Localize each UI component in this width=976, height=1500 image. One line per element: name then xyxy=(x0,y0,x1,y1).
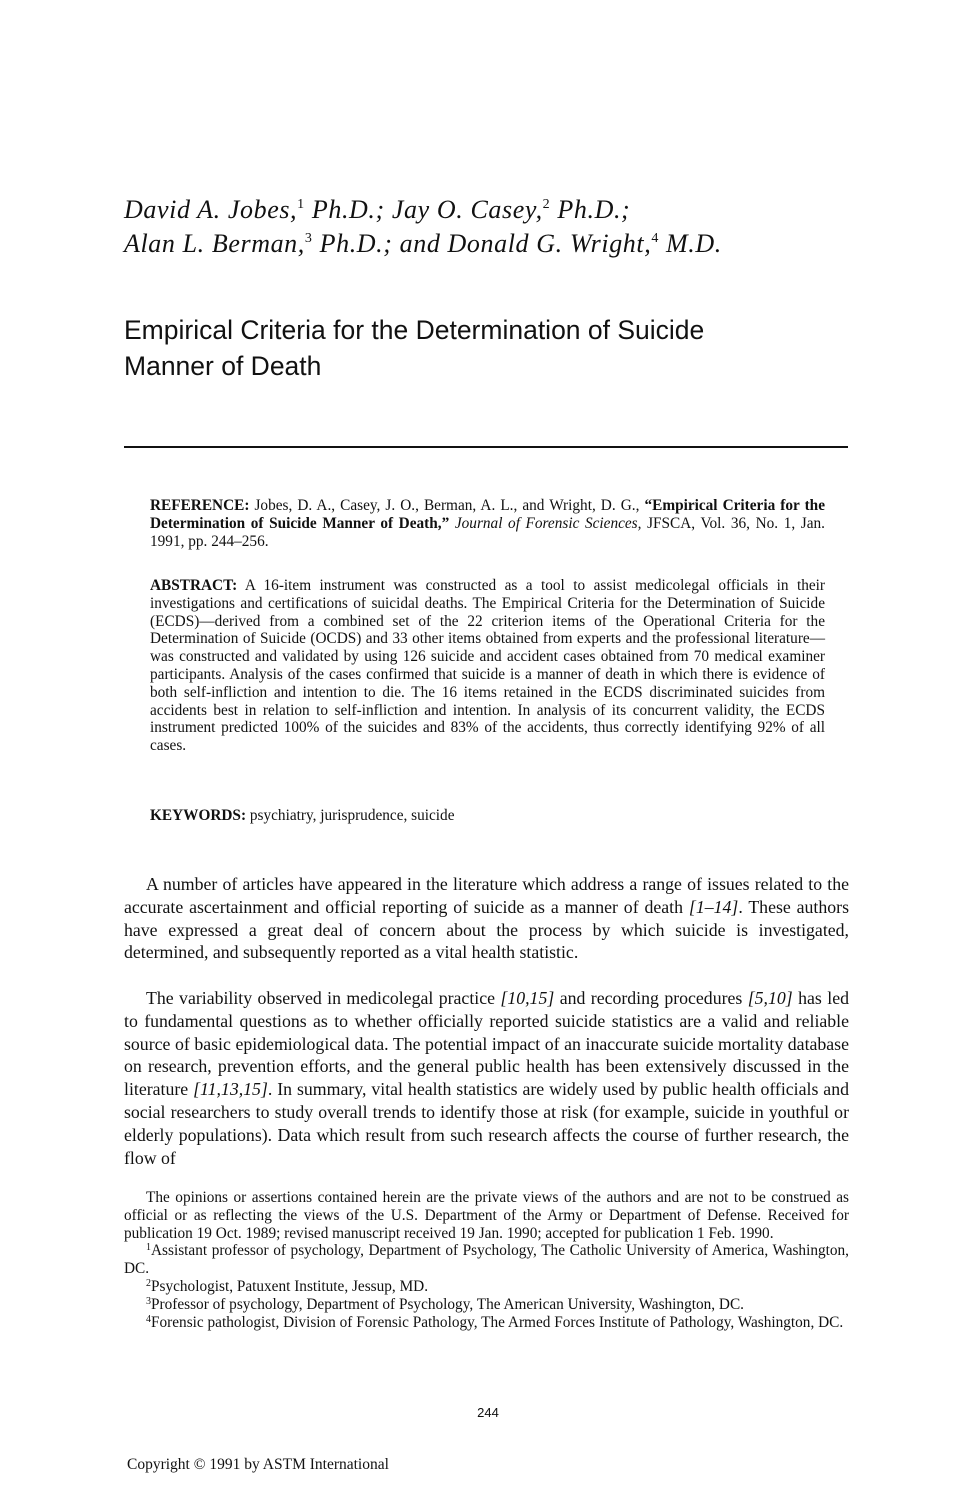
citation-ref: [11,13,15] xyxy=(193,1079,268,1100)
body-paragraph-1 xyxy=(124,873,849,964)
paper-title xyxy=(124,312,864,384)
body-paragraph-2 xyxy=(124,987,849,1169)
footnote-text: Assistant professor of psychology, Department of Psychology, The Catholic University of America, Washington, DC. xyxy=(124,1242,849,1278)
affiliation-mark: 3 xyxy=(304,231,313,246)
affiliation-mark: 2 xyxy=(542,197,551,212)
footnote-mark: 2 xyxy=(146,1277,151,1289)
author-degree: Ph.D.; xyxy=(311,195,385,224)
abstract-label: ABSTRACT: xyxy=(150,577,238,594)
author-degree: M.D. xyxy=(666,229,722,258)
paragraph-text: The variability observed in medicolegal practice xyxy=(146,988,495,1008)
footnote-text: Professor of psychology, Department of Psychology, The American University, Washington, DC. xyxy=(151,1295,744,1313)
footnote-mark: 1 xyxy=(146,1242,151,1254)
title-divider xyxy=(124,446,848,448)
reference-article-title: “Empirical Criteria for the Determination of Suicide Manner of Death,” xyxy=(150,497,825,532)
author-name: Jay O. Casey, xyxy=(391,195,543,224)
reference-authors: Jobes, D. A., Casey, J. O., Berman, A. L., and Wright, D. G., xyxy=(254,497,640,514)
author-name: David A. Jobes, xyxy=(124,195,298,224)
footnote-item xyxy=(124,1314,849,1332)
paragraph-text: A number of articles have appeared in the literature which address a range of issues related to the accurate ascertainment and official reporting of suicide as a manner of death xyxy=(124,874,849,917)
footnote-text: Psychologist, Patuxent Institute, Jessup, MD. xyxy=(151,1277,429,1295)
footnote-disclaimer: The opinions or assertions contained herein are the private views of the authors and are not to be construed as official or as reflecting the views of the U.S. Department of the Army or Department of Defense. Received for publication 19 Oct. 1989; revised manuscript received 19 Jan. 1990; accepted for publication 1 Feb. 1990. xyxy=(124,1189,849,1242)
paragraph-text: . In summary, vital health statistics are widely used by public health officials and social researchers to study overall trends to identify those at risk (for example, suicide in youthful or elderly populations). Data which result from such research affects the course of further research, the flow of xyxy=(124,1079,849,1168)
copyright-notice: Copyright © 1991 by ASTM International xyxy=(127,1456,389,1473)
author-name: Alan L. Berman, xyxy=(124,229,305,258)
keywords-block xyxy=(150,807,825,825)
keywords-text: psychiatry, jurisprudence, suicide xyxy=(249,807,455,824)
author-degree: Ph.D.; xyxy=(557,195,631,224)
reference-label: REFERENCE: xyxy=(150,497,250,514)
paragraph-text: and recording procedures xyxy=(559,988,743,1008)
keywords-label: KEYWORDS: xyxy=(150,807,247,824)
paragraph-text: . These authors have expressed a great deal of concern about the process by which suicide is investigated, determined, and subsequently reported as a vital health statistic. xyxy=(124,896,849,963)
author-line-1 xyxy=(124,193,884,227)
footnote-text: Forensic pathologist, Division of Forensic Pathology, The Armed Forces Institute of Pathology, Washington, DC. xyxy=(151,1313,844,1331)
reference-citation: JFSCA, Vol. 36, No. 1, Jan. 1991, pp. 244–256. xyxy=(150,514,826,550)
title-line-2: Manner of Death xyxy=(124,351,322,381)
reference-journal: Journal of Forensic Sciences, xyxy=(454,514,642,532)
footnote-item xyxy=(124,1296,849,1314)
footnote-item xyxy=(124,1242,849,1278)
title-line-1: Empirical Criteria for the Determination of Suicide xyxy=(124,315,705,345)
affiliation-mark: 4 xyxy=(651,231,659,246)
footnote-item xyxy=(124,1278,849,1296)
affiliation-mark: 1 xyxy=(297,197,305,212)
abstract-block xyxy=(150,577,825,755)
citation-ref: [10,15] xyxy=(500,988,555,1008)
author-line-2 xyxy=(124,227,884,261)
reference-block xyxy=(150,497,825,550)
citation-ref: [5,10] xyxy=(747,988,793,1008)
author-name: Donald G. Wright, xyxy=(447,229,652,258)
abstract-text: A 16-item instrument was constructed as a tool to assist medicolegal officials in their investigations and certifications of suicidal deaths. The Empirical Criteria for the Determination of Suicide (ECDS)—derived from a combined set of the 22 criterion items of the Operational Criteria for the Determination of Suicide (OCDS) and 33 other items obtained from experts and the professional literature—was constructed and validated by using 126 suicide and accident cases obtained from 70 medical examiner participants. Analysis of the cases confirmed that suicide is a manner of death in which there is evidence of both self-infliction and intention to die. The 16 items retained in the ECDS discriminated suicides from accidents best in relation to self-infliction and intention. In analysis of its concurrent validity, the ECDS instrument predicted 100% of the suicides and 83% of the accidents, thus correctly identifying 92% of all cases. xyxy=(150,577,826,755)
footnote-mark: 3 xyxy=(146,1295,151,1307)
author-degree: Ph.D.; and xyxy=(319,229,441,258)
author-list xyxy=(124,193,884,261)
paragraph-text: has led to fundamental questions as to whether officially reported suicide statistics are a valid and reliable source of basic epidemiological data. The potential impact of an inaccurate suicide mortality database on research, prevention efforts, and the general public health has been extensively discussed in the literature xyxy=(124,988,849,1100)
footnotes xyxy=(124,1189,849,1331)
page-number: 244 xyxy=(477,1405,499,1420)
citation-ref: [1–14] xyxy=(688,896,739,917)
footnote-mark: 4 xyxy=(146,1313,151,1325)
